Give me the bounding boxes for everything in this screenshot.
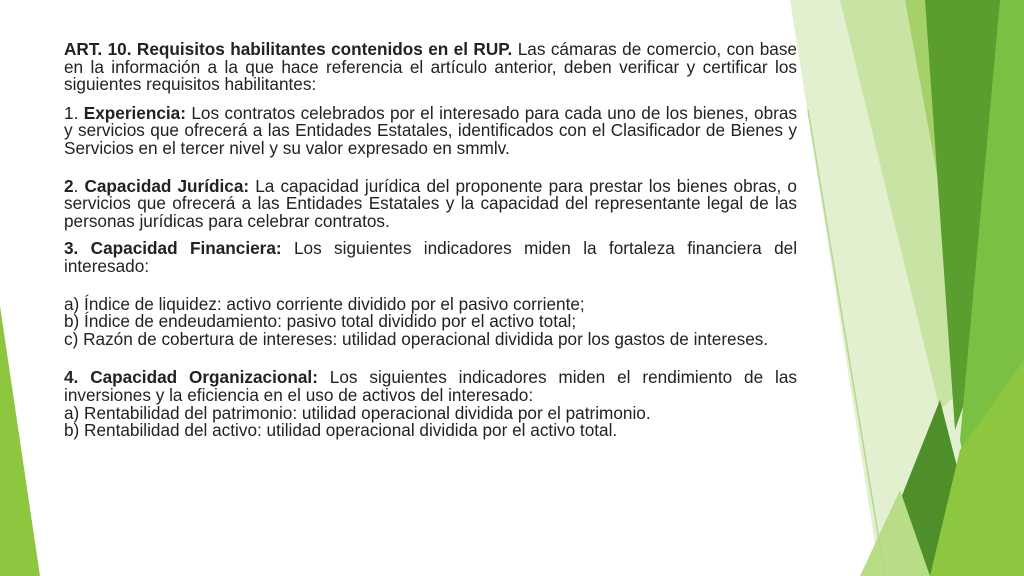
financiera-indicator-b: b) Índice de endeudamiento: pasivo total dividido por el activo total;	[64, 311, 577, 332]
financiera-indicator-a: a) Índice de liquidez: activo corriente dividido por el pasivo corriente;	[64, 293, 585, 314]
organizacional-indicator-b: b) Rentabilidad del activo: utilidad operacional dividida por el activo total.	[64, 420, 618, 441]
organizacional-indicator-a: a) Rentabilidad del patrimonio: utilidad operacional dividida por el patrimonio.	[64, 402, 651, 423]
financiera-indicators	[64, 293, 797, 349]
item-experiencia-body: Los contratos celebrados por el interesado para cada uno de los bienes, obras y servicios que ofrecerá a las Entidades Estatales, identificados con el Clasificador de Bienes y Servicios en el tercer nivel y su valor expresado en smmlv.	[64, 102, 797, 158]
art-10-paragraph	[64, 41, 797, 94]
item-capacidad-juridica	[64, 175, 797, 231]
item-experiencia-title: Experiencia:	[83, 102, 186, 123]
item-experiencia-sep: .	[73, 102, 84, 123]
item-organizacional-title: 4. Capacidad Organizacional:	[64, 367, 318, 388]
item-experiencia	[64, 102, 797, 158]
item-capacidad-financiera	[64, 240, 797, 275]
item-juridica-number: 2	[64, 175, 74, 196]
item-financiera-body: Los siguientes indicadores miden la fortaleza financiera del interesado:	[64, 238, 798, 276]
item-financiera-title: 3. Capacidad Financiera:	[64, 238, 282, 259]
item-organizacional-body: Los siguientes indicadores miden el rendimiento de las inversiones y la eficiencia en el uso de activos del interesado:	[64, 367, 797, 405]
item-juridica-title: Capacidad Jurídica:	[84, 175, 250, 196]
item-juridica-body: La capacidad jurídica del proponente para prestar los bienes obras, o servicios que ofrecerá a las Entidades Estatales y la capacidad del representante legal de las personas jurídicas para celebrar contratos.	[64, 175, 797, 231]
item-experiencia-number: 1	[64, 102, 74, 123]
art-10-body: Las cámaras de comercio, con base en la información a la que hace referencia el artículo anterior, deben verificar y certificar los siguientes requisitos habilitantes:	[64, 39, 797, 95]
financiera-indicator-c: c) Razón de cobertura de intereses: utilidad operacional dividida por los gastos de intereses.	[64, 328, 769, 349]
item-juridica-sep: .	[73, 175, 85, 196]
item-capacidad-organizacional	[64, 369, 797, 439]
left-green-facet	[0, 306, 40, 576]
art-10-title: ART. 10. Requisitos habilitantes contenidos en el RUP.	[64, 39, 513, 59]
slide-text	[64, 41, 797, 440]
